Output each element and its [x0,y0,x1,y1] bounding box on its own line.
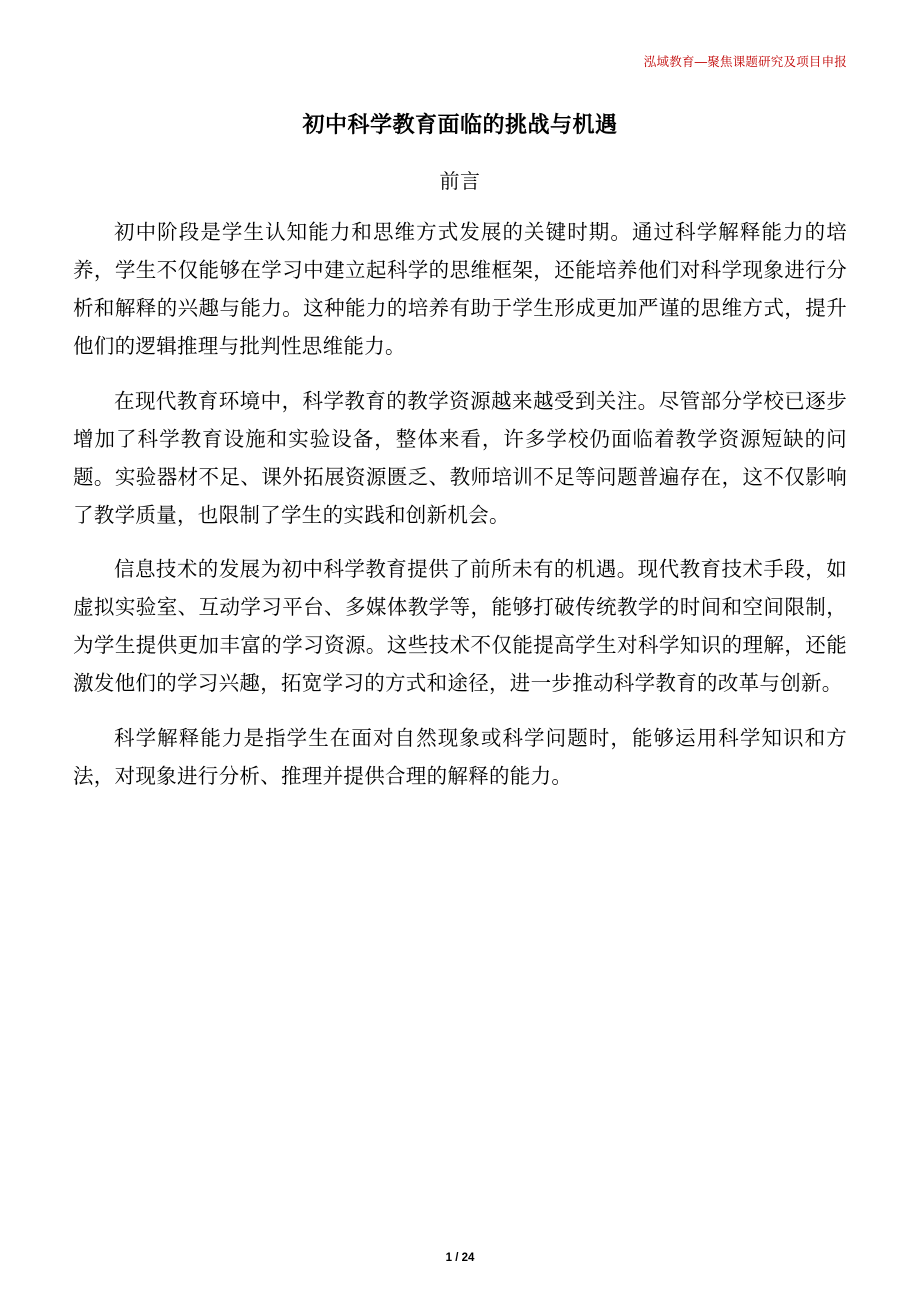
document-body [73,108,847,796]
body-paragraph: 在现代教育环境中，科学教育的教学资源越来越受到关注。尽管部分学校已逐步增加了科学教育设施和实验设备，整体来看，许多学校仍面临着教学资源短缺的问题。实验器材不足、课外拓展资源匮乏、教师培训不足等问题普遍存在，这不仅影响了教学质量，也限制了学生的实践和创新机会。 [73,390,847,527]
body-paragraph: 科学解释能力是指学生在面对自然现象或科学问题时，能够运用科学知识和方法，对现象进行分析、推理并提供合理的解释的能力。 [73,727,847,788]
page-number: 1 / 24 [445,1252,475,1264]
page-header-text: 泓域教育—聚焦课题研究及项目申报 [643,55,847,69]
body-paragraph: 信息技术的发展为初中科学教育提供了前所未有的机遇。现代教育技术手段，如虚拟实验室、互动学习平台、多媒体教学等，能够打破传统教学的时间和空间限制，为学生提供更加丰富的学习资源。这些技术不仅能提高学生对科学知识的理解，还能激发他们的学习兴趣，拓宽学习的方式和途径，进一步推动科学教育的改革与创新。 [73,559,847,696]
section-heading-preface: 前言 [439,171,481,193]
body-paragraph: 初中阶段是学生认知能力和思维方式发展的关键时期。通过科学解释能力的培养，学生不仅能够在学习中建立起科学的思维框架，还能培养他们对科学现象进行分析和解释的兴趣与能力。这种能力的培养有助于学生形成更加严谨的思维方式，提升他们的逻辑推理与批判性思维能力。 [73,222,847,359]
page-title: 初中科学教育面临的挑战与机遇 [302,112,618,137]
